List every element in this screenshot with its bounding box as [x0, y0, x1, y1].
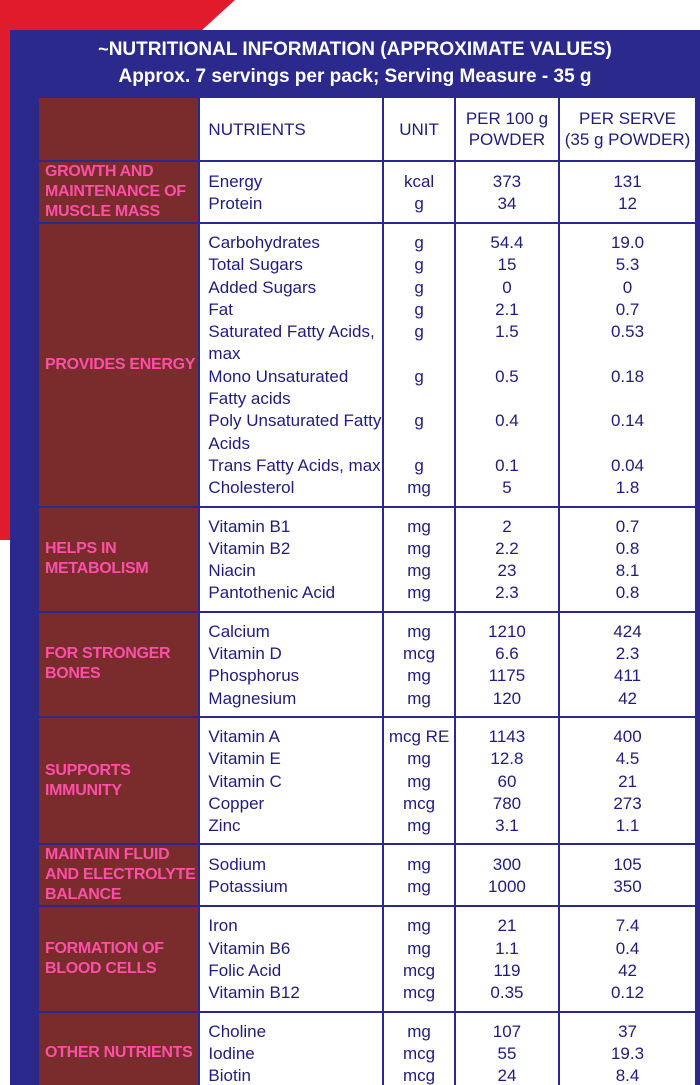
perserve-header-line2: (35 g POWDER)	[564, 130, 691, 149]
perserve-value: 0.18	[610, 366, 645, 386]
perserve-value-cell	[559, 161, 696, 223]
unit-value: mg	[407, 855, 431, 875]
unit-value-cell	[383, 507, 455, 612]
nutrients-column-header: NUTRIENTS	[199, 97, 383, 161]
unit-value-cell	[383, 844, 455, 906]
unit-value: mg	[407, 938, 431, 958]
per100-value: 1.1	[495, 938, 519, 958]
per100-value: 23	[497, 561, 517, 581]
perserve-value: 0.04	[610, 455, 645, 475]
nutrient-name: Phosphorus	[208, 666, 300, 686]
red-side-strip	[0, 0, 10, 540]
per100-value-cell	[455, 906, 559, 1011]
unit-value: mg	[407, 916, 431, 936]
per100-value: 2.2	[495, 538, 519, 558]
nutrient-name: Zinc	[208, 816, 241, 836]
per100-value: 5	[502, 478, 512, 498]
perserve-value-cell	[559, 906, 696, 1011]
unit-value: mg	[407, 771, 431, 791]
unit-value: mg	[407, 621, 431, 641]
unit-value: mg	[407, 1021, 431, 1041]
red-corner-band	[0, 0, 235, 30]
per100-value: 54.4	[490, 233, 524, 252]
per100-value: 1175	[488, 666, 526, 686]
per100-value: 24	[497, 1066, 517, 1085]
nutrient-name-cell	[199, 612, 383, 717]
per100-value: 373	[492, 171, 522, 191]
per100-value: 15	[497, 255, 517, 275]
nutrient-name: Total Sugars	[208, 255, 303, 275]
nutrient-name: Magnesium	[208, 688, 297, 708]
nutrient-group-row	[38, 1012, 696, 1085]
per100-value: 780	[492, 793, 522, 813]
per100-value: 2	[502, 516, 512, 536]
unit-value-cell	[383, 906, 455, 1011]
unit-value: mg	[407, 666, 431, 686]
perserve-value: 1.8	[615, 478, 640, 498]
per100-value: 21	[497, 916, 517, 936]
unit-value-cell	[383, 223, 455, 507]
nutrient-name: Vitamin A	[208, 726, 280, 746]
nutrient-name: Potassium	[208, 877, 288, 897]
unit-value: mg	[407, 538, 431, 558]
unit-value: mg	[407, 877, 431, 897]
unit-value: g	[414, 194, 424, 213]
per100-value: 1.5	[495, 322, 519, 342]
nutrient-name: Calcium	[208, 621, 270, 641]
per100-value: 1143	[488, 726, 526, 746]
perserve-value: 0.7	[615, 516, 640, 536]
per100-column-header	[455, 97, 559, 161]
per100-value: 1210	[488, 621, 526, 641]
nutrient-name: Vitamin B2	[208, 538, 291, 558]
perserve-value: 411	[613, 666, 642, 686]
perserve-value: 0.12	[610, 983, 645, 1003]
nutrition-panel	[10, 30, 700, 1085]
nutrient-name: Added Sugars	[208, 277, 317, 297]
per100-value: 34	[497, 194, 517, 213]
unit-value: mg	[407, 688, 431, 708]
per100-header-line1: PER 100 g	[465, 109, 549, 128]
unit-value: mcg	[403, 1066, 436, 1085]
perserve-value: 42	[618, 961, 637, 981]
unit-value: mg	[407, 478, 431, 498]
unit-value: g	[414, 322, 424, 342]
perserve-value: 0.53	[610, 322, 645, 342]
perserve-value-cell	[559, 717, 696, 844]
perserve-value: 21	[618, 771, 637, 791]
category-label: FOR STRONGER BONES	[38, 612, 199, 717]
nutrient-name-cell	[199, 717, 383, 844]
header-title-text: NUTRITIONAL INFORMATION (APPROXIMATE VALUES)	[108, 39, 612, 60]
unit-value-cell	[383, 612, 455, 717]
unit-value: mcg	[403, 1043, 436, 1063]
nutrient-name: Biotin	[208, 1066, 251, 1085]
perserve-value: 1.1	[615, 816, 640, 836]
perserve-value: 19.0	[610, 233, 645, 252]
perserve-value: 0.14	[610, 411, 645, 431]
per100-value-cell	[455, 612, 559, 717]
nutrient-name: Cholesterol	[208, 478, 295, 498]
unit-value: g	[414, 411, 424, 431]
nutrient-name: Iron	[208, 916, 238, 936]
per100-value: 0.5	[495, 366, 519, 386]
nutrient-name: Mono Unsaturated Fatty acids	[208, 366, 349, 409]
perserve-value-cell	[559, 844, 696, 906]
unit-value-cell	[383, 717, 455, 844]
per100-value-cell	[455, 161, 559, 223]
nutrient-name: Sodium	[208, 855, 267, 875]
per100-value: 0	[502, 277, 512, 297]
nutrient-name-cell	[199, 161, 383, 223]
unit-value: kcal	[403, 171, 435, 191]
category-label: FORMATION OF BLOOD CELLS	[38, 906, 199, 1011]
nutrient-name: Vitamin B1	[208, 516, 291, 536]
perserve-value: 19.3	[610, 1043, 645, 1063]
unit-value: mcg	[403, 644, 436, 664]
nutrient-name-cell	[199, 1012, 383, 1085]
per100-value-cell	[455, 1012, 559, 1085]
nutrient-name: Pantothenic Acid	[208, 583, 336, 603]
perserve-column-header	[559, 97, 696, 161]
perserve-value: 8.1	[615, 561, 640, 581]
unit-value: g	[414, 255, 424, 275]
per100-value: 0.1	[495, 455, 519, 475]
category-header-blank	[38, 97, 199, 161]
unit-value: mcg	[403, 983, 436, 1003]
nutrient-name: Trans Fatty Acids, max	[208, 455, 381, 475]
nutrient-group-row	[38, 507, 696, 612]
per100-value-cell	[455, 844, 559, 906]
per100-value: 120	[492, 688, 522, 708]
perserve-value: 400	[613, 726, 642, 746]
perserve-value: 131	[613, 171, 642, 191]
perserve-value: 5.3	[615, 255, 640, 275]
per100-value: 55	[497, 1043, 517, 1063]
per100-value: 6.6	[495, 644, 519, 664]
unit-value-cell	[383, 161, 455, 223]
nutrient-name: Vitamin C	[208, 771, 282, 791]
unit-value: mcg RE	[388, 726, 450, 746]
per100-value: 0.4	[495, 411, 519, 431]
perserve-value: 2.3	[615, 644, 640, 664]
unit-value: mg	[407, 816, 431, 836]
category-label: GROWTH AND MAINTENANCE OF MUSCLE MASS	[38, 161, 199, 223]
perserve-value: 0.8	[615, 583, 640, 603]
nutrient-name: Protein	[208, 194, 263, 213]
perserve-value: 0.7	[615, 299, 640, 319]
per100-value: 107	[492, 1021, 522, 1041]
per100-value: 60	[497, 771, 517, 791]
per100-value-cell	[455, 507, 559, 612]
nutrient-name: Copper	[208, 793, 265, 813]
per100-value-cell	[455, 717, 559, 844]
per100-value: 12.8	[490, 749, 524, 769]
unit-value: g	[414, 366, 424, 386]
unit-value: g	[414, 455, 424, 475]
unit-value: mg	[407, 749, 431, 769]
per100-value: 1000	[488, 877, 526, 897]
perserve-value-cell	[559, 612, 696, 717]
unit-value: mg	[407, 516, 431, 536]
perserve-value: 0	[622, 277, 633, 297]
per100-value-cell	[455, 223, 559, 507]
nutrient-name: Poly Unsaturated Fatty Acids	[208, 411, 382, 453]
nutrient-name: Iodine	[208, 1043, 255, 1063]
nutrient-name: Vitamin B12	[208, 983, 300, 1003]
nutrient-name-cell	[199, 844, 383, 906]
unit-value: mg	[407, 561, 431, 581]
unit-value: g	[414, 277, 424, 297]
perserve-value: 0.4	[615, 938, 640, 958]
per100-value: 2.1	[495, 299, 519, 319]
perserve-value-cell	[559, 507, 696, 612]
perserve-value: 37	[618, 1021, 637, 1041]
unit-value: g	[414, 299, 424, 319]
nutrient-name: Vitamin B6	[208, 938, 291, 958]
unit-value-cell	[383, 1012, 455, 1085]
nutrient-group-row	[38, 906, 696, 1011]
header-tilde: ~	[98, 39, 109, 59]
nutrient-group-row	[38, 844, 696, 906]
nutrition-table	[37, 96, 697, 1085]
unit-value: mg	[407, 583, 431, 603]
unit-column-header: UNIT	[383, 97, 455, 161]
category-label: OTHER NUTRIENTS	[38, 1012, 199, 1085]
perserve-value: 350	[613, 877, 642, 897]
perserve-header-line1: PER SERVE	[579, 109, 677, 128]
nutrient-group-row	[38, 223, 696, 507]
perserve-value: 8.4	[615, 1066, 640, 1085]
nutrient-name: Vitamin E	[208, 749, 281, 769]
nutrient-name: Fat	[208, 299, 233, 319]
perserve-value: 0.8	[615, 538, 640, 558]
table-body	[38, 161, 696, 1085]
perserve-value: 4.5	[615, 749, 640, 769]
per100-value: 119	[493, 961, 521, 981]
nutrient-name-cell	[199, 507, 383, 612]
perserve-value: 273	[613, 793, 642, 813]
category-label: PROVIDES ENERGY	[38, 223, 199, 507]
header-serving-info: Approx. 7 servings per pack; Serving Measure - 35 g	[118, 66, 592, 87]
perserve-value: 12	[618, 194, 637, 213]
nutrient-name: Folic Acid	[208, 961, 282, 981]
per100-value: 3.1	[495, 816, 519, 836]
nutrient-name: Energy	[208, 171, 263, 191]
perserve-value-cell	[559, 1012, 696, 1085]
per100-value: 0.35	[490, 983, 524, 1003]
nutrient-group-row	[38, 612, 696, 717]
nutrient-name-cell	[199, 906, 383, 1011]
category-label: MAINTAIN FLUID AND ELECTROLYTE BALANCE	[38, 844, 199, 906]
perserve-value-cell	[559, 223, 696, 507]
per100-value: 300	[492, 855, 522, 875]
panel-header	[10, 30, 700, 96]
perserve-value: 105	[613, 855, 642, 875]
category-label: SUPPORTS IMMUNITY	[38, 717, 199, 844]
nutrient-group-row	[38, 161, 696, 223]
per100-header-line2: POWDER	[468, 130, 546, 149]
perserve-value: 7.4	[615, 916, 640, 936]
nutrient-name: Niacin	[208, 561, 256, 581]
nutrient-name: Choline	[208, 1021, 267, 1041]
per100-value: 2.3	[495, 583, 519, 603]
table-header-row	[38, 97, 696, 161]
category-label: HELPS IN METABOLISM	[38, 507, 199, 612]
nutrient-name-cell	[199, 223, 383, 507]
unit-value: g	[414, 233, 424, 252]
header-title	[10, 36, 700, 63]
nutrient-name: Vitamin D	[208, 644, 282, 664]
nutrient-group-row	[38, 717, 696, 844]
nutrient-name: Carbohydrates	[208, 233, 320, 252]
unit-value: mcg	[403, 961, 436, 981]
perserve-value: 42	[618, 688, 637, 708]
unit-value: mcg	[403, 793, 436, 813]
nutrient-name: Saturated Fatty Acids, max	[208, 322, 375, 364]
perserve-value: 424	[613, 621, 642, 641]
